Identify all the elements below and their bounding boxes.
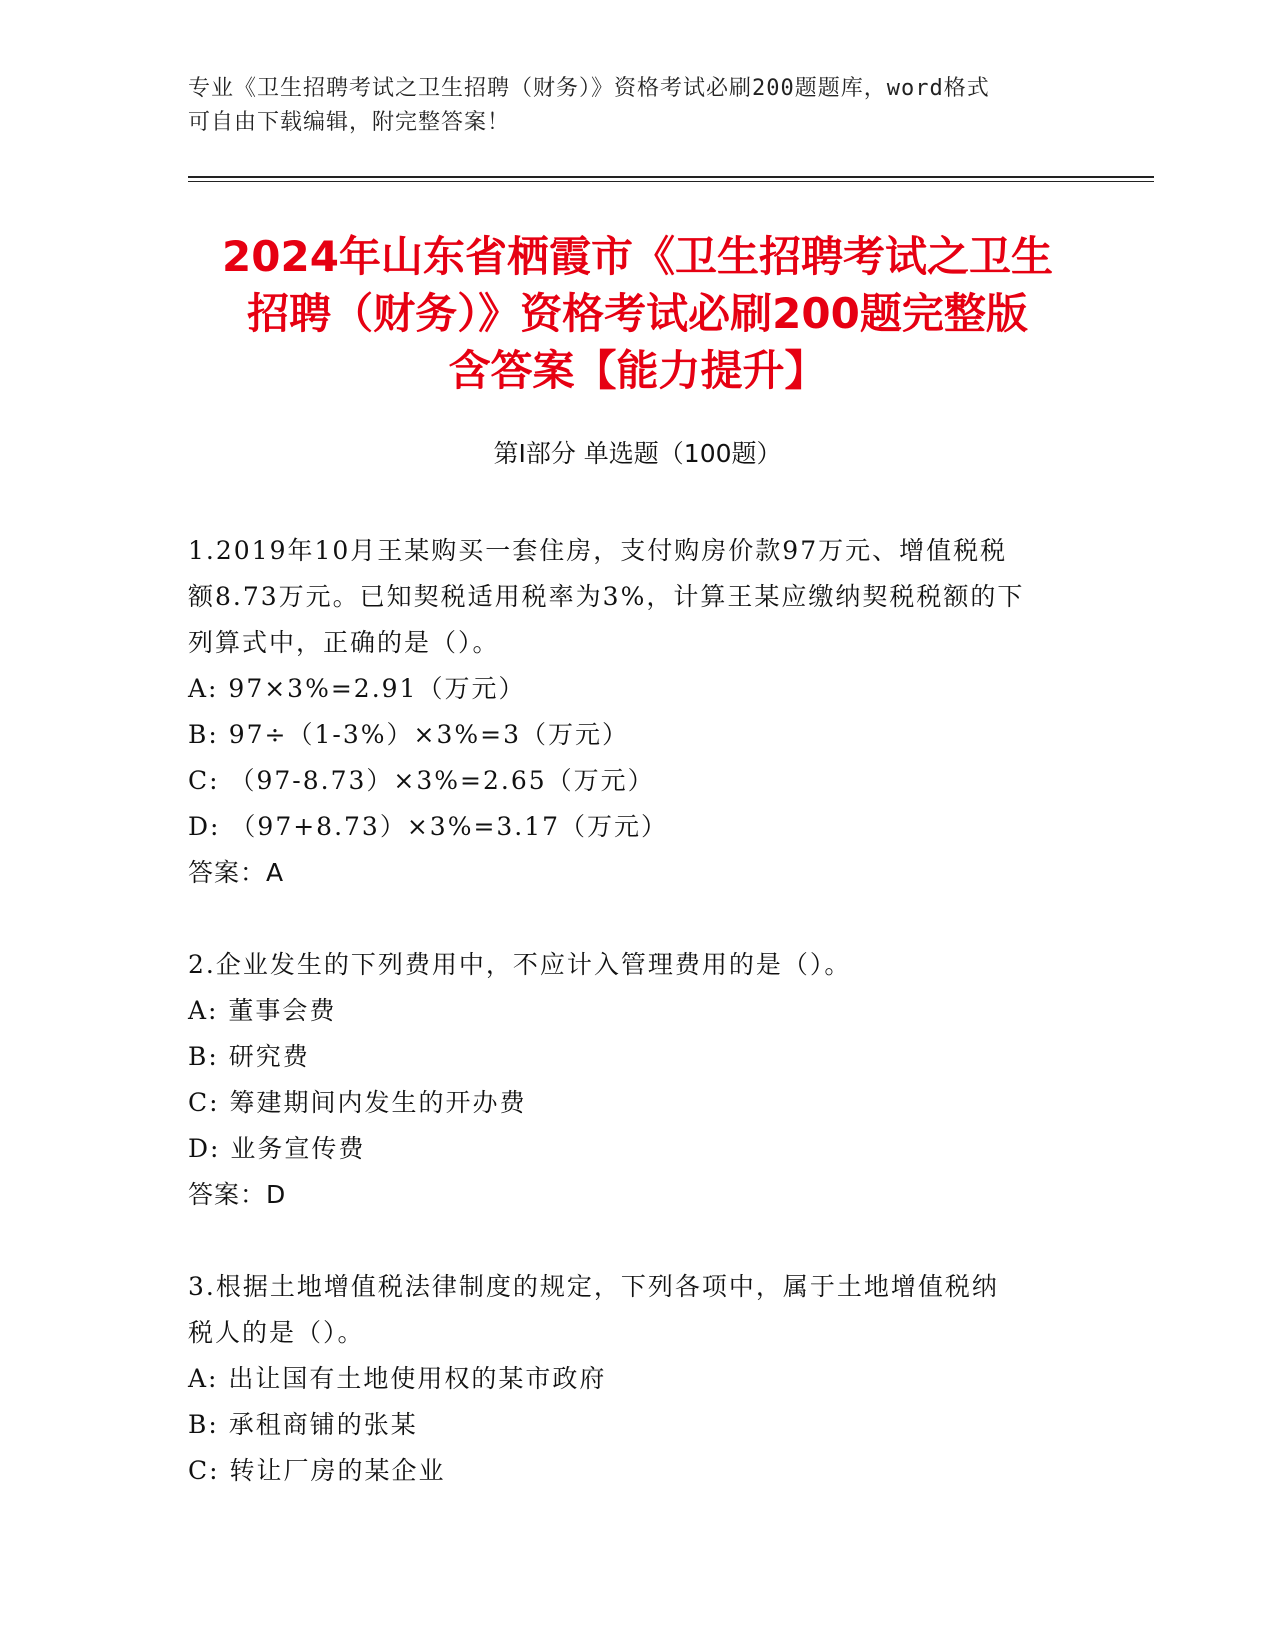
- option-c: C: 筹建期间内发生的开办费: [188, 1088, 527, 1117]
- option-c: C: （97-8.73）×3%=2.65（万元）: [188, 766, 655, 795]
- question-2: [188, 942, 1088, 1218]
- title-line: 含答案【能力提升】: [448, 346, 827, 395]
- question-stem: [188, 1264, 1088, 1356]
- question-stem: [188, 528, 1088, 666]
- document-title: [150, 228, 1125, 399]
- header-note-line: 可自由下载编辑，附完整答案！: [188, 110, 511, 135]
- stem-line: 额8.73万元。已知契税适用税率为3%，计算王某应缴纳契税税额的下: [188, 582, 1025, 611]
- option-c: C: 转让厂房的某企业: [188, 1456, 446, 1485]
- question-1: [188, 528, 1088, 896]
- answer: 答案：D: [188, 1180, 287, 1209]
- option-a: A: 董事会费: [188, 996, 337, 1025]
- spacer: [188, 896, 1088, 942]
- question-stem: [188, 942, 1088, 988]
- title-line: 2024年山东省栖霞市《卫生招聘考试之卫生: [222, 232, 1053, 281]
- answer: 答案：A: [188, 858, 285, 887]
- section-heading: 第Ⅰ部分 单选题（100题）: [493, 439, 782, 468]
- stem-line: 列算式中，正确的是（）。: [188, 628, 500, 657]
- option-d: D: （97+8.73）×3%=3.17（万元）: [188, 812, 669, 841]
- stem-line: 1.2019年10月王某购买一套住房，支付购房价款97万元、增值税税: [188, 536, 1008, 565]
- option-b: B: 97÷（1-3%）×3%=3（万元）: [188, 720, 629, 749]
- header-divider: [188, 176, 1154, 178]
- spacer: [188, 1218, 1088, 1264]
- title-line: 招聘（财务）》资格考试必刷200题完整版: [247, 289, 1028, 338]
- stem-line: 2.企业发生的下列费用中，不应计入管理费用的是（）。: [188, 950, 852, 979]
- question-list: [188, 528, 1088, 1494]
- stem-line: 3.根据土地增值税法律制度的规定，下列各项中，属于土地增值税纳: [188, 1272, 999, 1301]
- question-3: [188, 1264, 1088, 1494]
- option-d: D: 业务宣传费: [188, 1134, 366, 1163]
- header-note: [188, 72, 1068, 140]
- header-divider-thin: [188, 181, 1154, 182]
- option-a: A: 出让国有土地使用权的某市政府: [188, 1364, 607, 1393]
- option-a: A: 97×3%=2.91（万元）: [188, 674, 526, 703]
- header-note-line: 专业《卫生招聘考试之卫生招聘（财务）》资格考试必刷200题题库，word格式: [188, 76, 990, 101]
- option-b: B: 承租商铺的张某: [188, 1410, 418, 1439]
- option-b: B: 研究费: [188, 1042, 310, 1071]
- stem-line: 税人的是（）。: [188, 1318, 365, 1347]
